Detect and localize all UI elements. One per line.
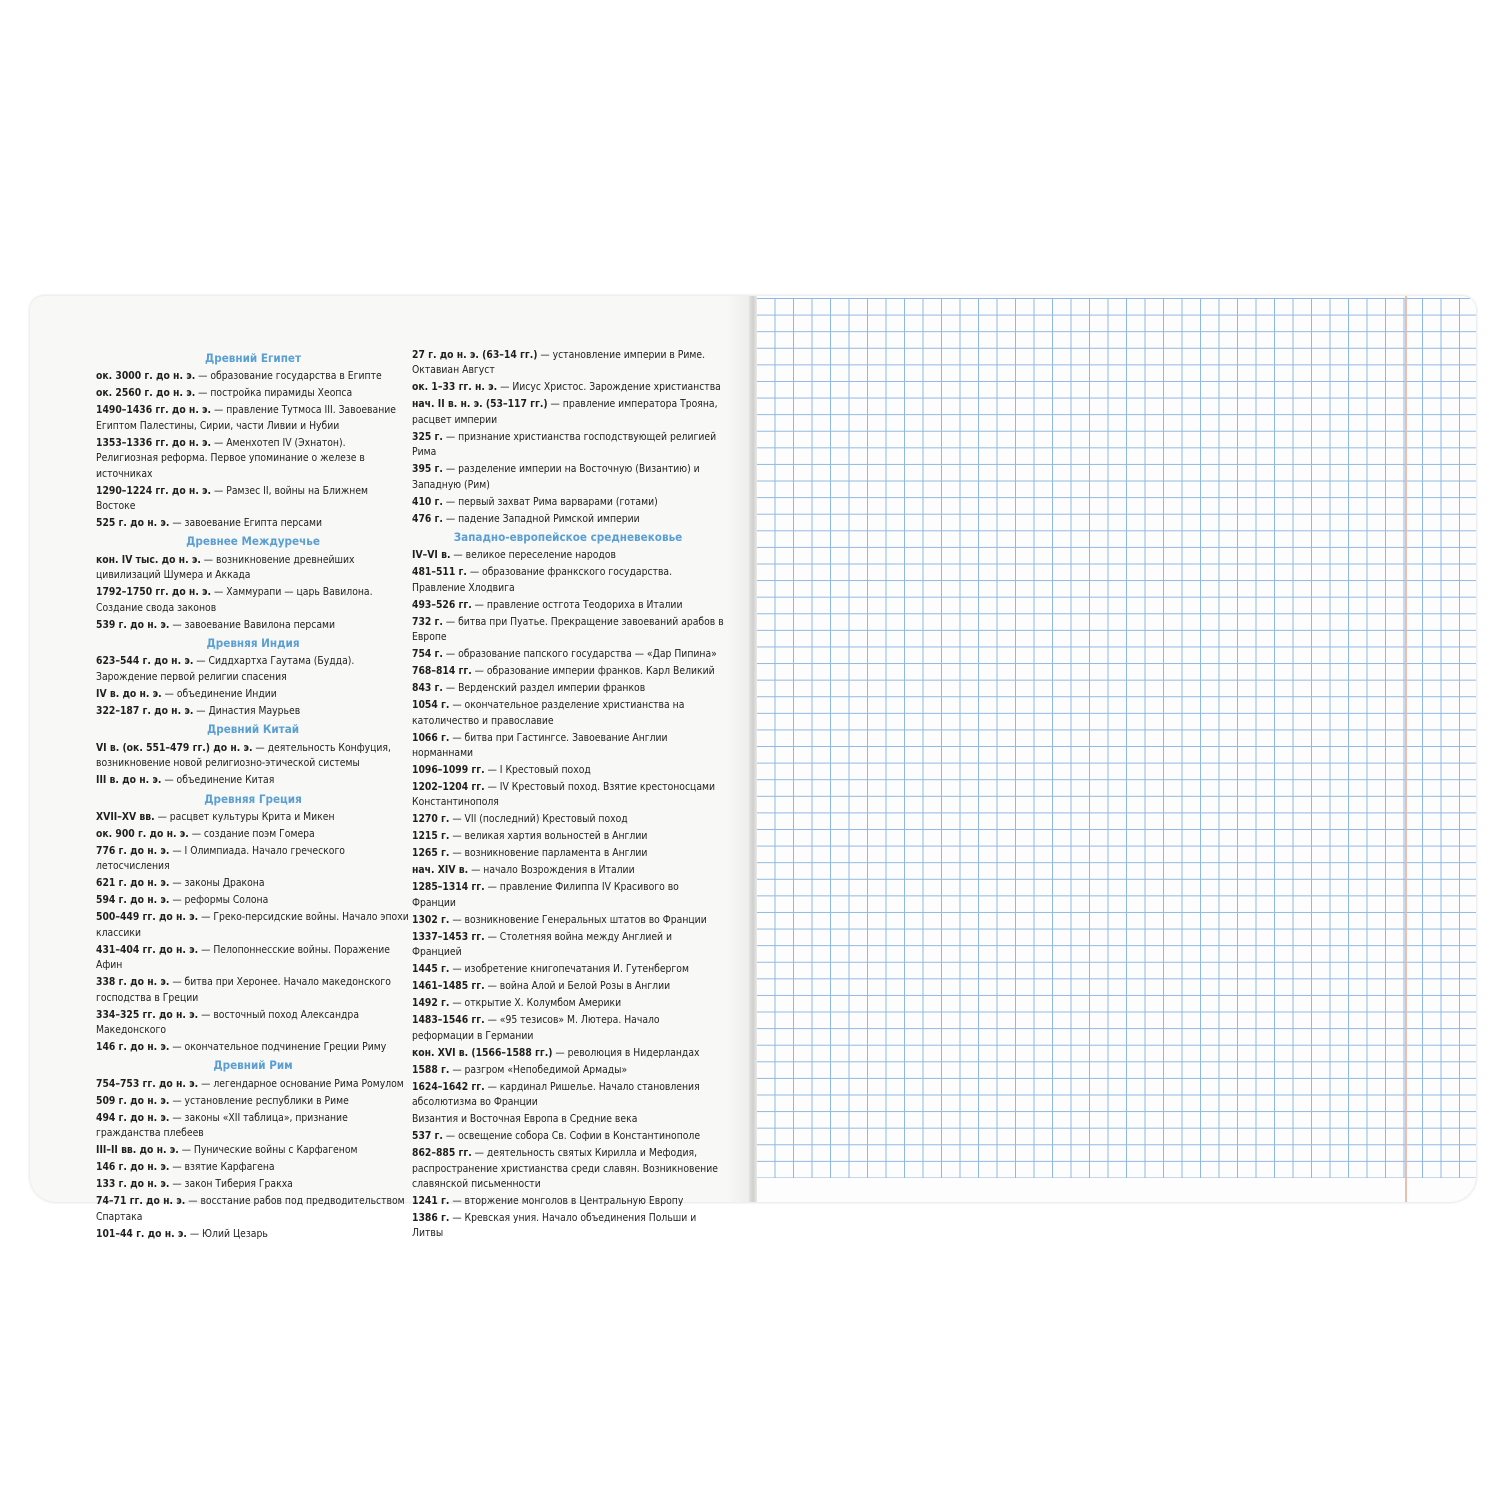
timeline-entry xyxy=(96,1160,410,1175)
entry-text: — правление Тутмоса III. Завоевание Египтом Палестины, Сирии, части Ливии и Нубии xyxy=(96,404,396,432)
timeline-entry xyxy=(96,876,410,891)
entry-text: — первый захват Рима варварами (готами) xyxy=(442,495,658,508)
entry-text: — образование франкского государства. Правление Хлодвига xyxy=(412,566,673,594)
timeline-entry xyxy=(412,348,724,379)
entry-date: 1096–1099 гг. xyxy=(412,764,485,777)
entry-date: 1215 г. xyxy=(412,830,450,843)
entry-text: — завоевание Египта персами xyxy=(169,517,323,530)
entry-date: 1337–1453 гг. xyxy=(412,930,485,943)
timeline-entry xyxy=(96,1077,410,1092)
entry-text: — образование государства в Египте xyxy=(195,370,382,383)
timeline-entry xyxy=(96,1111,410,1142)
entry-text: — революция в Нидерландах xyxy=(552,1046,700,1059)
timeline-column-right xyxy=(412,348,724,1243)
entry-date: 623–544 г. до н. э. xyxy=(96,655,194,668)
entry-date: ок. 2560 г. до н. э. xyxy=(96,387,196,400)
entry-date: 843 г. xyxy=(412,682,443,695)
entry-text: — «95 тезисов» М. Лютера. Начало реформации в Германии xyxy=(412,1014,660,1042)
entry-text: — окончательное разделение христианства на католичество и православие xyxy=(412,699,685,727)
entry-date: IV–VI в. xyxy=(412,549,451,562)
entry-text: — разгром «Непобедимой Армады» xyxy=(449,1063,628,1076)
timeline-entry xyxy=(412,763,724,778)
timeline-entry xyxy=(412,1112,724,1127)
entry-date: 754 г. xyxy=(412,648,443,661)
entry-date: 395 г. xyxy=(412,463,443,476)
timeline-entry xyxy=(96,827,410,842)
entry-date: IV в. до н. э. xyxy=(96,687,162,700)
entry-text: — Верденский раздел империи франков xyxy=(442,682,646,695)
entry-text: — вторжение монголов в Центральную Европу xyxy=(449,1194,684,1207)
entry-text: — освещение собора Св. Софии в Константинополе xyxy=(442,1130,701,1143)
timeline-entry xyxy=(412,1211,724,1242)
entry-text: — битва при Гастингсе. Завоевание Англии норманнами xyxy=(412,731,668,760)
entry-date: III в. до н. э. xyxy=(96,774,162,787)
timeline-entry xyxy=(412,565,724,596)
entry-text: — война Алой и Белой Розы в Англии xyxy=(484,980,671,993)
entry-text: — объединение Китая xyxy=(161,774,275,787)
section-heading: Древнее Междуречье xyxy=(186,534,320,549)
timeline-entry xyxy=(96,553,410,584)
timeline-entry xyxy=(412,731,724,762)
entry-text: — IV Крестовый поход. Взятие крестоносцами Константинополя xyxy=(412,781,716,809)
entry-text: — возникновение Генеральных штатов во Франции xyxy=(449,913,707,926)
entry-text: — I Крестовый поход xyxy=(484,764,591,777)
timeline-entry xyxy=(412,829,724,844)
entry-date: 74–71 гг. до н. э. xyxy=(96,1195,186,1208)
timeline-entry xyxy=(96,893,410,908)
entry-text: — великое переселение народов xyxy=(450,549,616,562)
margin-line xyxy=(1405,296,1407,1202)
entry-text: — VII (последний) Крестовый поход xyxy=(449,813,628,826)
entry-date: 481–511 г. xyxy=(412,566,467,579)
right-page-grid xyxy=(753,296,1476,1202)
timeline-entry xyxy=(96,844,410,875)
entry-text: — Сиддхартха Гаутама (Будда). Зарождение первой религии спасения xyxy=(96,655,355,683)
timeline-entry xyxy=(412,647,724,662)
timeline-entry xyxy=(96,1227,410,1242)
timeline-entry xyxy=(412,380,724,395)
entry-date: 1624–1642 гг. xyxy=(412,1080,485,1093)
timeline-entry xyxy=(412,930,724,961)
entry-date: 1285–1314 гг. xyxy=(412,881,485,894)
left-page xyxy=(30,296,753,1240)
entry-text: — установление республики в Риме xyxy=(169,1094,349,1107)
entry-date: нач. XIV в. xyxy=(412,864,469,877)
entry-date: 494 г. до н. э. xyxy=(96,1111,170,1124)
entry-text: — создание поэм Гомера xyxy=(188,827,315,840)
entry-text: — Юлий Цезарь xyxy=(186,1227,268,1240)
entry-text: — восстание рабов под предводительством Спартака xyxy=(96,1195,405,1223)
entry-text: — правление императора Трояна, расцвет империи xyxy=(412,398,718,426)
entry-text: — легендарное основание Рима Ромулом xyxy=(198,1077,404,1090)
timeline-entry xyxy=(412,430,724,461)
timeline-entry xyxy=(412,681,724,696)
entry-date: 1490–1436 гг. до н. э. xyxy=(96,404,212,417)
timeline-entry xyxy=(412,1146,724,1192)
entry-text: — падение Западной Римской империи xyxy=(442,512,640,525)
entry-text: — Династия Маурьев xyxy=(193,704,301,717)
entry-text: — возникновение парламента в Англии xyxy=(449,847,648,860)
timeline-entry xyxy=(96,436,410,482)
entry-text: — битва при Пуатье. Прекращение завоеваний арабов в Европе xyxy=(412,615,724,644)
binding-gutter xyxy=(749,296,757,1202)
entry-date: 410 г. xyxy=(412,495,443,508)
entry-text: — восточный поход Александра Македонского xyxy=(96,1008,359,1036)
entry-date: 1792–1750 гг. до н. э. xyxy=(96,586,212,599)
entry-text: — постройка пирамиды Хеопса xyxy=(195,387,353,400)
graph-grid xyxy=(756,298,1476,1178)
entry-text: — законы Дракона xyxy=(169,877,265,890)
entry-date: 27 г. до н. э. (63–14 гг.) xyxy=(412,349,538,361)
entry-text: — правление остгота Теодориха в Италии xyxy=(471,598,683,611)
entry-text: — законы «XII таблица», признание гражданства плебеев xyxy=(96,1111,348,1140)
entry-date: 1290–1224 гг. до н. э. xyxy=(96,484,212,497)
entry-text: — великая хартия вольностей в Англии xyxy=(449,830,648,843)
entry-text: — разделение империи на Восточную (Византию) и Западную (Рим) xyxy=(412,463,700,491)
timeline-entry xyxy=(412,512,724,527)
entry-text: — расцвет культуры Крита и Микен xyxy=(154,810,335,823)
entry-date: 537 г. xyxy=(412,1130,443,1143)
entry-text: — Аменхотеп IV (Эхнатон). Религиозная реформа. Первое упоминание о железе в источниках xyxy=(96,436,365,480)
section-heading: Древний Египет xyxy=(204,351,302,365)
entry-text: — Рамзес II, войны на Ближнем Востоке xyxy=(96,484,369,513)
entry-text: — деятельность Конфуция, возникновение новой религиозно-этической системы xyxy=(96,741,391,770)
entry-date: 493–526 гг. xyxy=(412,598,472,611)
entry-date: 1483–1546 гг. xyxy=(412,1014,485,1027)
entry-date: 334–325 гг. до н. э. xyxy=(96,1008,199,1021)
entry-date: 1066 г. xyxy=(412,731,450,744)
entry-date: 1241 г. xyxy=(412,1194,450,1207)
entry-text: — взятие Карфагена xyxy=(169,1161,275,1174)
entry-text: — образование папского государства — «Дар Пипина» xyxy=(442,648,717,661)
timeline-entry xyxy=(96,1194,410,1225)
timeline-entry xyxy=(96,704,410,719)
entry-date: 754–753 гг. до н. э. xyxy=(96,1077,199,1090)
timeline-entry xyxy=(96,1040,410,1055)
entry-date: 1445 г. xyxy=(412,963,450,976)
entry-date: 1270 г. xyxy=(412,813,450,826)
timeline-entry xyxy=(412,913,724,928)
timeline-entry xyxy=(412,548,724,563)
timeline-column-left xyxy=(96,348,410,1244)
entry-date: 1202–1204 гг. xyxy=(412,781,485,794)
entry-text: — окончательное подчинение Греции Риму xyxy=(169,1040,387,1053)
entry-date: кон. IV тыс. до н. э. xyxy=(96,553,201,566)
timeline-entry xyxy=(412,698,724,729)
timeline-entry xyxy=(412,1080,724,1111)
timeline-entry xyxy=(96,484,410,515)
timeline-entry xyxy=(412,1063,724,1078)
entry-text: — деятельность святых Кирилла и Мефодия, распространение христианства среди славян. Возникновение славянской письменности xyxy=(412,1147,718,1190)
entry-date: 146 г. до н. э. xyxy=(96,1161,170,1174)
entry-date: 146 г. до н. э. xyxy=(96,1040,170,1053)
timeline-entry xyxy=(96,975,410,1006)
entry-text: — установление империи в Риме. Октавиан Август xyxy=(412,349,706,377)
entry-date: 1386 г. xyxy=(412,1211,450,1224)
timeline-entry xyxy=(96,1008,410,1039)
entry-date: XVII–XV вв. xyxy=(96,810,155,823)
timeline-entry xyxy=(96,585,410,616)
entry-date: 621 г. до н. э. xyxy=(96,877,170,890)
timeline-entry xyxy=(412,979,724,994)
timeline-entry xyxy=(412,598,724,613)
entry-date: 732 г. xyxy=(412,615,443,628)
timeline-entry xyxy=(96,516,410,531)
entry-date: 768–814 гг. xyxy=(412,665,472,678)
timeline-entry xyxy=(412,1129,724,1144)
entry-text: — Хаммурапи — царь Вавилона. Создание свода законов xyxy=(96,586,373,614)
entry-date: 1492 г. xyxy=(412,997,450,1010)
timeline-entry xyxy=(96,910,410,941)
timeline-entry xyxy=(96,810,410,825)
timeline-entry xyxy=(96,403,410,434)
timeline-entry xyxy=(412,780,724,811)
entry-text: — правление Филиппа IV Красивого во Франции xyxy=(412,881,679,909)
entry-date: 1461–1485 гг. xyxy=(412,980,485,993)
entry-date: 101–44 г. до н. э. xyxy=(96,1227,187,1240)
entry-date: 525 г. до н. э. xyxy=(96,517,170,530)
entry-text: — открытие Х. Колумбом Америки xyxy=(449,997,622,1010)
entry-text: — Иисус Христос. Зарождение христианства xyxy=(497,381,721,394)
timeline-entry xyxy=(96,369,410,384)
entry-date: 322–187 г. до н. э. xyxy=(96,704,194,717)
entry-text: — кардинал Ришелье. Начало становления абсолютизма во Франции xyxy=(412,1080,700,1109)
timeline-entry xyxy=(412,495,724,510)
timeline-entry xyxy=(412,962,724,977)
entry-text: — завоевание Вавилона персами xyxy=(169,618,336,631)
timeline-entry xyxy=(412,615,724,646)
entry-date: 133 г. до н. э. xyxy=(96,1178,170,1191)
timeline-entry xyxy=(96,1177,410,1192)
entry-date: 1353–1336 гг. до н. э. xyxy=(96,436,212,449)
entry-text: — возникновение древнейших цивилизаций Шумера и Аккада xyxy=(96,553,355,582)
timeline-entry xyxy=(412,1013,724,1044)
entry-text: — закон Тиберия Гракха xyxy=(169,1178,293,1191)
timeline-entry xyxy=(412,846,724,861)
entry-date: кон. XVI в. (1566–1588 гг.) xyxy=(412,1046,553,1059)
timeline-entry xyxy=(412,1194,724,1209)
timeline-entry xyxy=(96,943,410,974)
timeline-entry xyxy=(412,664,724,679)
entry-date: 1302 г. xyxy=(412,913,450,926)
entry-date: 1265 г. xyxy=(412,847,450,860)
timeline-entry xyxy=(96,654,410,685)
entry-text: — Греко-персидские войны. Начало эпохи классики xyxy=(96,911,409,939)
timeline-entry xyxy=(96,687,410,702)
entry-date: ок. 1–33 гг. н. э. xyxy=(412,381,498,394)
entry-text: — Пелопоннесские войны. Поражение Афин xyxy=(96,943,391,972)
entry-date: III–II вв. до н. э. xyxy=(96,1144,179,1157)
section-heading: Западно-европейское средневековье xyxy=(453,530,683,545)
timeline-entry xyxy=(412,863,724,878)
entry-date: 338 г. до н. э. xyxy=(96,976,170,989)
entry-text: — начало Возрождения в Италии xyxy=(468,864,635,877)
entry-date: 509 г. до н. э. xyxy=(96,1094,170,1107)
timeline-entry xyxy=(96,741,410,772)
entry-date: 476 г. xyxy=(412,512,443,525)
entry-date: 776 г. до н. э. xyxy=(96,844,170,857)
timeline-entry xyxy=(412,1046,724,1061)
section-heading: Древняя Индия xyxy=(206,636,300,651)
entry-date: 431–404 гг. до н. э. xyxy=(96,943,199,956)
entry-text: — изобретение книгопечатания И. Гутенбергом xyxy=(449,963,689,976)
entry-date: 862–885 гг. xyxy=(412,1147,472,1160)
entry-text: — битва при Херонее. Начало македонского господства в Греции xyxy=(96,976,391,1004)
notebook-spread xyxy=(30,296,1476,1240)
entry-text: — Кревская уния. Начало объединения Польши и Литвы xyxy=(412,1211,697,1240)
timeline-entry xyxy=(96,386,410,401)
timeline-entry xyxy=(412,880,724,911)
timeline-entry xyxy=(96,1143,410,1158)
entry-text: — объединение Индии xyxy=(161,687,277,700)
timeline-entry xyxy=(412,996,724,1011)
section-heading: Древний Рим xyxy=(213,1058,293,1073)
section-heading: Древний Китай xyxy=(206,722,300,737)
entry-date: 1588 г. xyxy=(412,1063,450,1076)
entry-date: ок. 900 г. до н. э. xyxy=(96,827,189,840)
entry-text: — Столетняя война между Англией и Францией xyxy=(412,930,673,959)
entry-date: 1054 г. xyxy=(412,699,450,712)
entry-text: — I Олимпиада. Начало греческого летосчисления xyxy=(96,844,345,873)
timeline-entry xyxy=(412,812,724,827)
timeline-entry xyxy=(412,462,724,493)
section-heading: Древняя Греция xyxy=(204,791,302,806)
entry-date: 539 г. до н. э. xyxy=(96,618,170,631)
entry-date: Византия и Восточная Европа в Средние века xyxy=(412,1113,638,1126)
entry-date: 500–449 гг. до н. э. xyxy=(96,911,199,924)
entry-date: 325 г. xyxy=(412,430,443,443)
entry-date: нач. II в. н. э. (53–117 гг.) xyxy=(412,398,548,411)
entry-text: — реформы Солона xyxy=(169,894,269,907)
entry-date: VI в. (ок. 551–479 гг.) до н. э. xyxy=(96,741,253,754)
entry-text: — признание христианства господствующей религией Рима xyxy=(412,430,717,459)
timeline-entry xyxy=(412,397,724,428)
entry-text: — Пунические войны с Карфагеном xyxy=(178,1144,358,1157)
entry-date: 594 г. до н. э. xyxy=(96,894,170,907)
entry-date: ок. 3000 г. до н. э. xyxy=(96,370,196,383)
entry-text: — образование империи франков. Карл Великий xyxy=(471,665,715,678)
timeline-entry xyxy=(96,1094,410,1109)
timeline-entry xyxy=(96,618,410,633)
timeline-entry xyxy=(96,773,410,788)
